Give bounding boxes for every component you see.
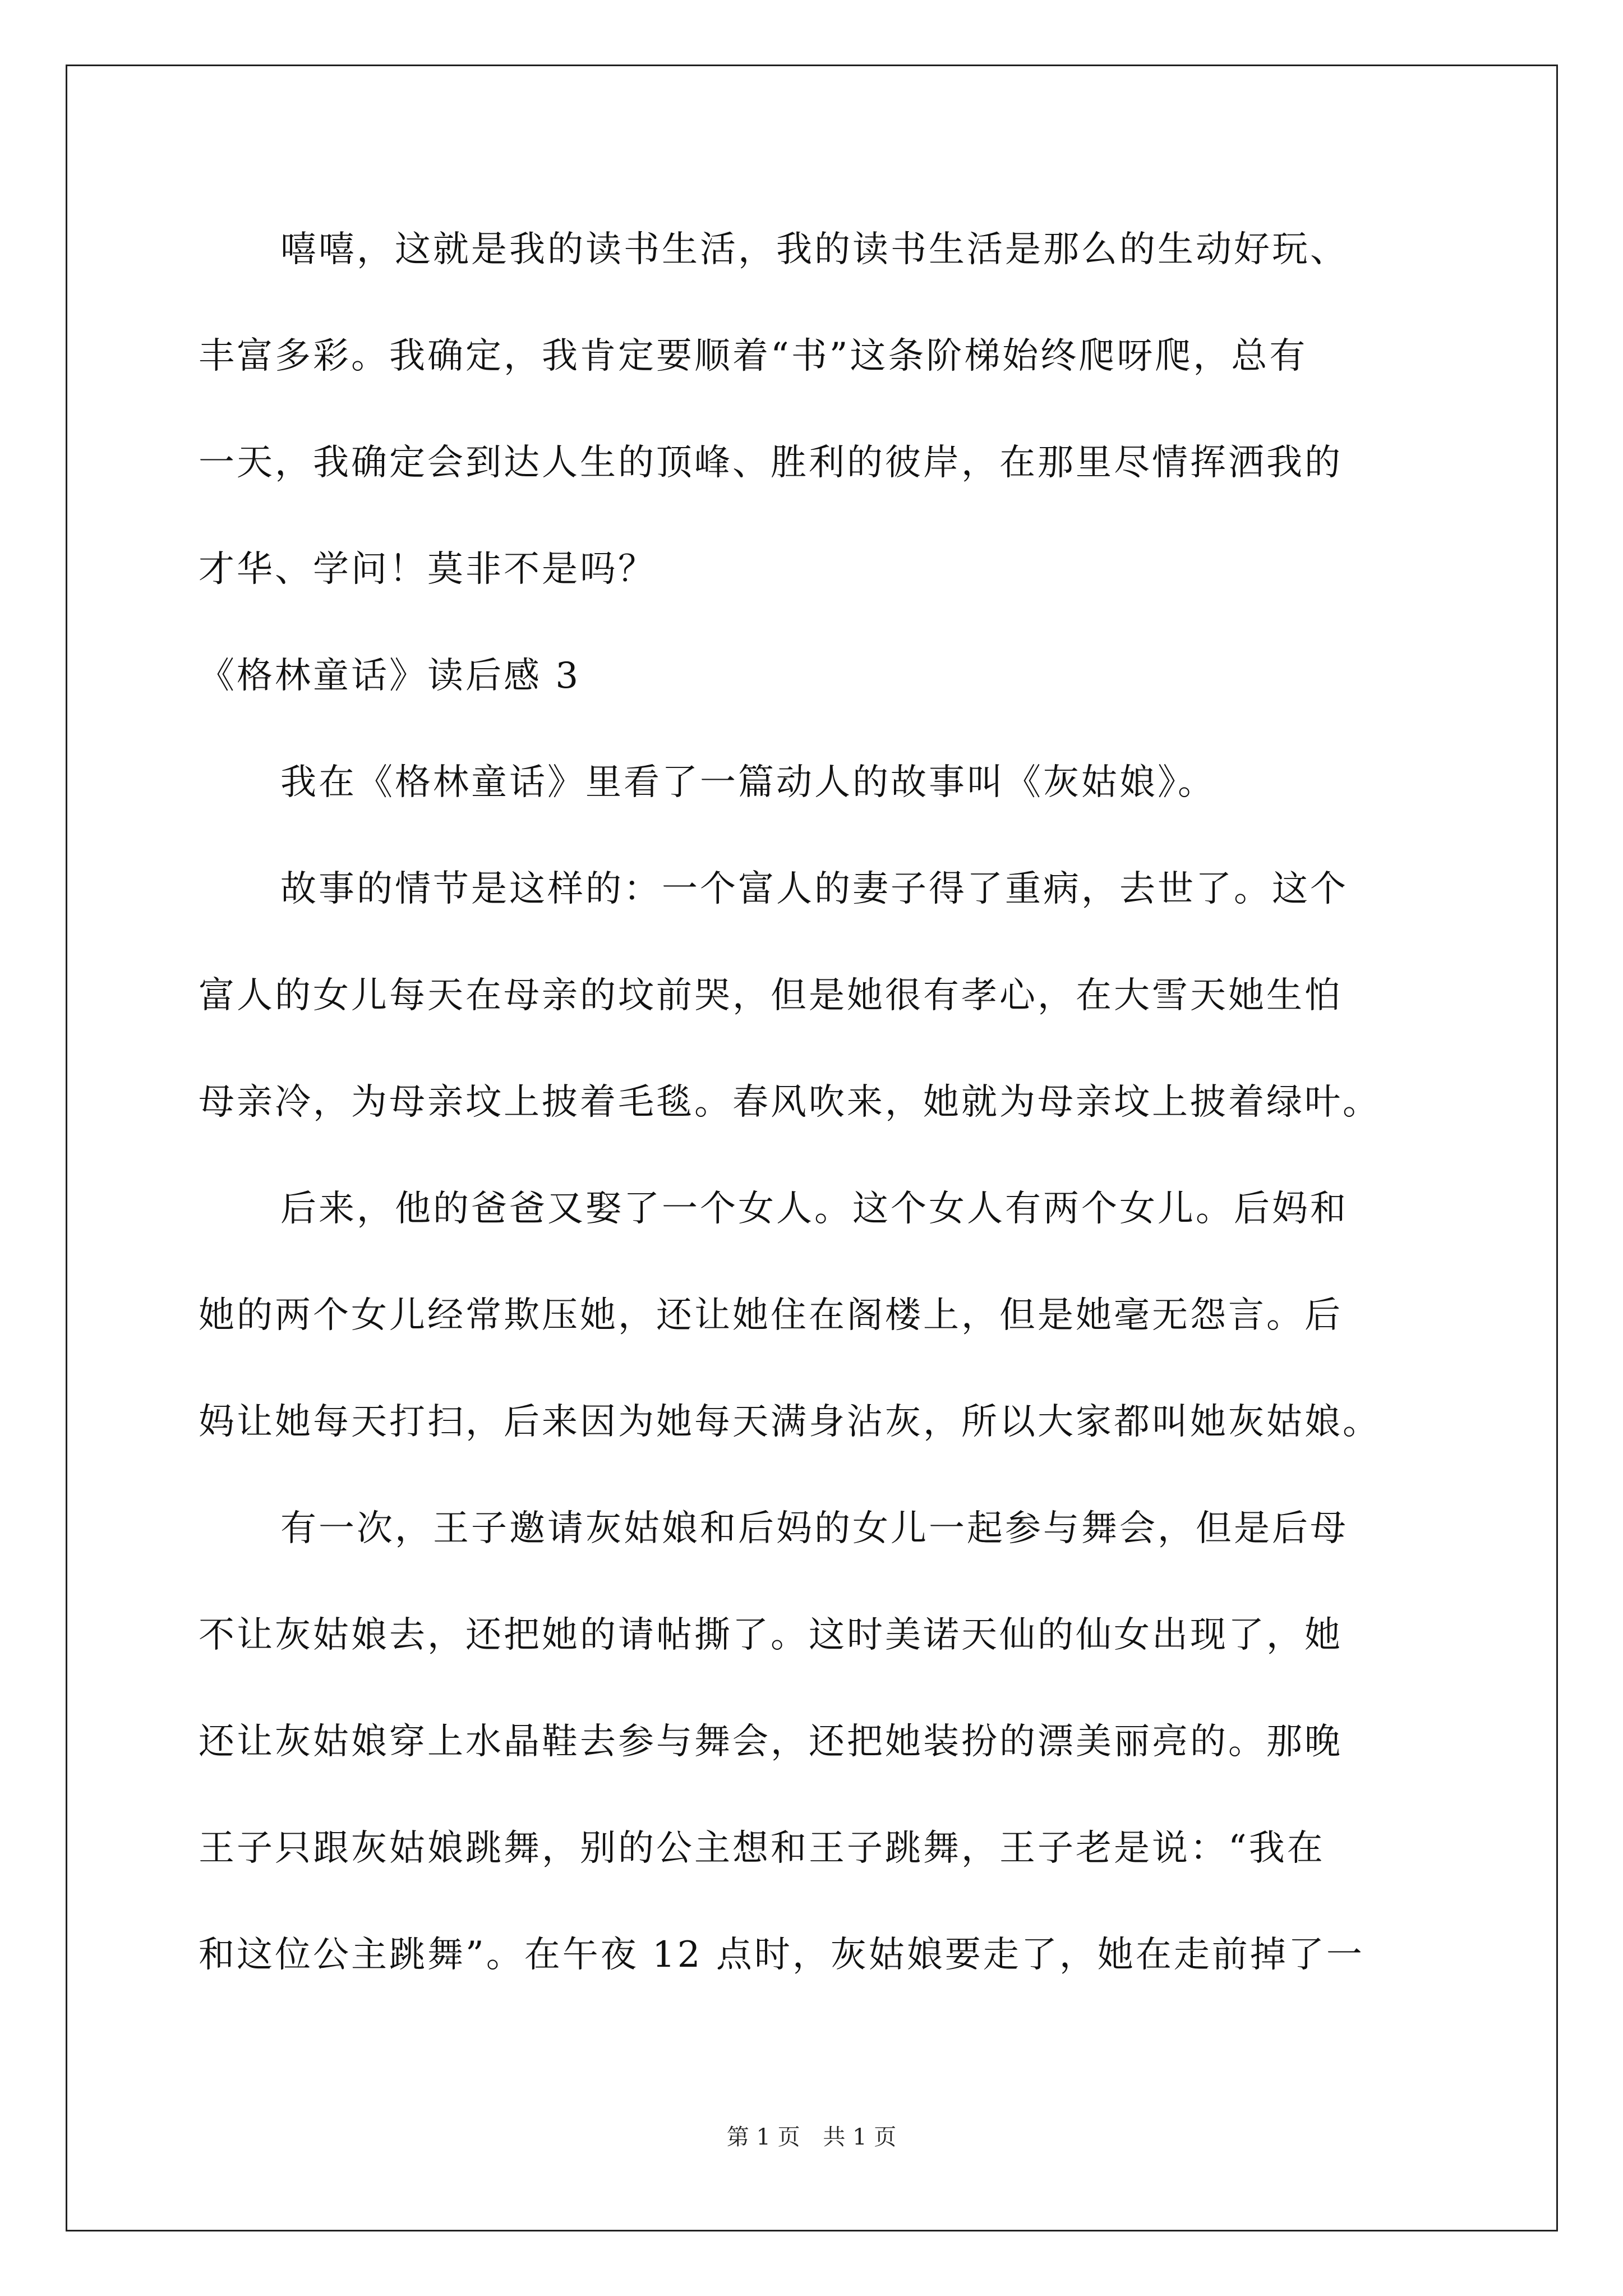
page-border [66,65,1558,2231]
text-line: 她的两个女儿经常欺压她，还让她住在阁楼上，但是她毫无怨言。后 [199,1295,1343,1336]
page-footer [0,2120,1623,2154]
text-line: 一天，我确定会到达人生的顶峰、胜利的彼岸，在那里尽情挥洒我的 [199,442,1343,484]
page-total: 共 1 页 [823,2124,897,2150]
text-line: 有一次，王子邀请灰姑娘和后妈的女儿一起参与舞会，但是后母 [280,1508,1348,1549]
page-number: 第 1 页 [726,2124,800,2150]
text-line: 还让灰姑娘穿上水晶鞋去参与舞会，还把她装扮的漂美丽亮的。那晚 [199,1721,1343,1763]
text-line: 丰富多彩。我确定，我肯定要顺着“书”这条阶梯始终爬呀爬，总有 [199,335,1308,377]
text-line: 才华、学问！莫非不是吗？ [199,549,656,590]
text-line: 富人的女儿每天在母亲的坟前哭，但是她很有孝心，在大雪天她生怕 [199,975,1343,1016]
text-line: 嘻嘻，这就是我的读书生活，我的读书生活是那么的生动好玩、 [280,229,1348,270]
text-line: 后来，他的爸爸又娶了一个女人。这个女人有两个女儿。后妈和 [280,1188,1348,1230]
text-line: 妈让她每天打扫，后来因为她每天满身沾灰，所以大家都叫她灰姑娘。 [199,1401,1381,1443]
text-line: 母亲冷，为母亲坟上披着毛毯。春风吹来，她就为母亲坟上披着绿叶。 [199,1082,1381,1123]
section-heading: 《格林童话》读后感 3 [199,655,581,697]
text-line: 不让灰姑娘去，还把她的请帖撕了。这时美诺天仙的仙女出现了，她 [199,1614,1343,1656]
text-line: 我在《格林童话》里看了一篇动人的故事叫《灰姑娘》。 [280,762,1216,803]
text-line: 和这位公主跳舞”。在午夜 12 点时，灰姑娘要走了，她在走前掉了一 [199,1934,1364,1976]
text-line: 王子只跟灰姑娘跳舞，别的公主想和王子跳舞，王子老是说：“我在 [199,1828,1325,1869]
text-line: 故事的情节是这样的：一个富人的妻子得了重病，去世了。这个 [280,868,1348,910]
